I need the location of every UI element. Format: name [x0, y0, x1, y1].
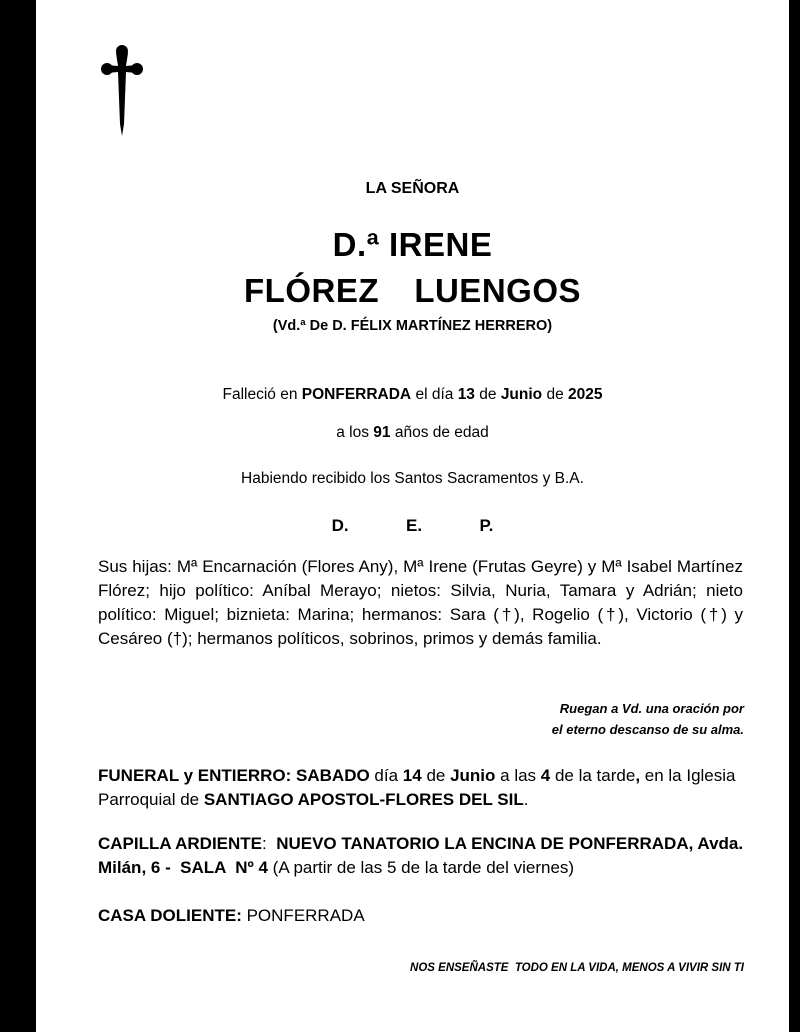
sacraments-note: Habiendo recibido los Santos Sacramentos y B.A. [241, 470, 584, 487]
chapel-label: CAPILLA ARDIENTE [98, 834, 263, 853]
death-day: 13 [457, 386, 475, 403]
rip-abbreviation: D. E. P. [331, 516, 494, 535]
prayer-line2: el eterno descanso de su alma. [551, 722, 744, 737]
chapel-note: (A partir de las 5 de la tarde del viernes) [267, 858, 575, 877]
death-place: PONFERRADA [301, 386, 412, 403]
home-value: PONFERRADA [241, 906, 365, 925]
home-label: CASA DOLIENTE: [98, 906, 242, 925]
age-info: a los 91 años de edad [336, 424, 489, 441]
widow-of: (Vd.ª De D. FÉLIX MARTÍNEZ HERRERO) [272, 318, 553, 334]
age-years: 91 [373, 424, 391, 441]
chapel-info: CAPILLA ARDIENTE: NUEVO TANATORIO LA ENCINA DE PONFERRADA, Avda. Milán, 6 - SALA Nº 4 (A partir de las 5 de la tarde del viernes) [98, 834, 748, 877]
prayer-line1: Ruegan a Vd. una oración por [559, 701, 744, 716]
obituary-sheet [36, 0, 789, 1032]
death-month: Junio [500, 386, 543, 403]
prayer-request [552, 698, 744, 740]
funeral-info: FUNERAL y ENTIERRO: SABADO día 14 de Junio a las 4 de la tarde, en la Iglesia Parroquial de SANTIAGO APOSTOL-FLORES DEL SIL. [98, 766, 741, 809]
church-name: SANTIAGO APOSTOL-FLORES DEL SIL [203, 790, 524, 809]
chapel-place: NUEVO TANATORIO LA ENCINA DE PONFERRADA, Avda. Milán, 6 - SALA Nº 4 [98, 834, 748, 877]
deceased-name-line1: D.ª IRENE [332, 226, 493, 263]
death-info: Falleció en PONFERRADA el día 13 de Junio de 2025 [222, 386, 603, 403]
home-info [98, 906, 365, 926]
deceased-name-line2: FLÓREZ LUENGOS [244, 272, 581, 309]
closing-motto: NOS ENSEÑASTE TODO EN LA VIDA, MENOS A VIVIR SIN TI [410, 962, 744, 974]
funeral-label: FUNERAL y ENTIERRO: SABADO [98, 766, 370, 785]
cross-icon [100, 44, 144, 138]
family-list: Sus hijas: Mª Encarnación (Flores Any), Mª Irene (Frutas Geyre) y Mª Isabel Martínez Flórez; hijo político: Aníbal Merayo; nietos: Silvia, Nuria, Tamara y Adrián; nieto político: Miguel; biznieta: Marina; hermanos: Sara (†), Rogelio (†), Victorio (†) y Cesáreo (†); hermanos políticos, sobrinos, primos y demás familia. [98, 557, 743, 648]
intro-title: LA SEÑORA [365, 180, 460, 197]
death-year: 2025 [568, 386, 603, 403]
